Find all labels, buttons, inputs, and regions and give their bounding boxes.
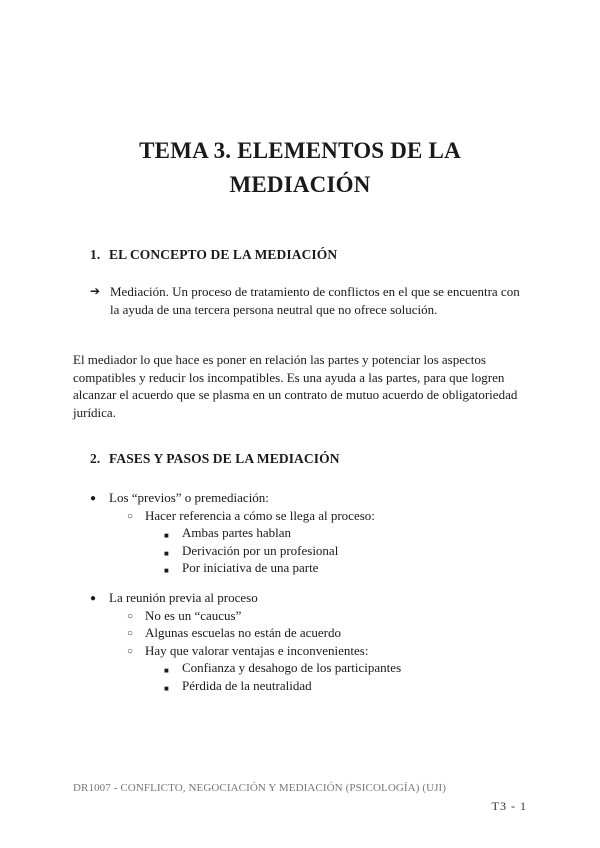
square-bullet-icon: ■ xyxy=(164,683,169,693)
page-title-line-1: TEMA 3. ELEMENTOS DE LA xyxy=(139,138,461,163)
section-title: FASES Y PASOS DE LA MEDIACIÓN xyxy=(109,451,340,466)
mediator-paragraph: El mediador lo que hace es poner en relación las partes y potenciar los aspectos compatibles y reducir los incompatibles. Es una ayuda a las partes, para que logren alcanzar el acuerdo que se plasma en un contrato de mutuo acuerdo de obligatoriedad jurídica. xyxy=(73,352,518,420)
bullet-icon: ● xyxy=(90,593,97,604)
square-bullet-icon: ■ xyxy=(164,566,169,575)
circle-bullet-icon: ○ xyxy=(127,628,134,639)
section-title: EL CONCEPTO DE LA MEDIACIÓN xyxy=(109,247,338,262)
page-title-line-2: MEDIACIÓN xyxy=(229,172,371,197)
circle-bullet-icon: ○ xyxy=(127,610,134,622)
definition-text: Mediación. Un proceso de tratamiento de conflictos en el que se encuentra con la ayuda de una tercera persona neutral que no ofrece solución. xyxy=(110,284,520,317)
square-bullet-icon: ■ xyxy=(164,548,169,558)
page-title xyxy=(0,134,600,202)
arrow-right-icon: ➔ xyxy=(90,284,101,298)
bullet-icon: ● xyxy=(90,493,97,504)
section-number: 1. xyxy=(90,247,101,262)
circle-bullet-icon: ○ xyxy=(127,645,134,657)
circle-bullet-icon: ○ xyxy=(127,510,134,522)
section-heading-fases xyxy=(90,451,340,467)
definition-item xyxy=(90,283,530,318)
section-heading-concepto xyxy=(90,247,337,263)
square-bullet-icon: ■ xyxy=(164,531,169,540)
page-number: T3 - 1 xyxy=(491,799,527,813)
footer-course: DR1007 - CONFLICTO, NEGOCIACIÓN Y MEDIACIÓN (PSICOLOGÍA) (UJI) xyxy=(73,782,447,794)
section-number: 2. xyxy=(90,451,101,466)
square-bullet-icon: ■ xyxy=(164,666,169,675)
